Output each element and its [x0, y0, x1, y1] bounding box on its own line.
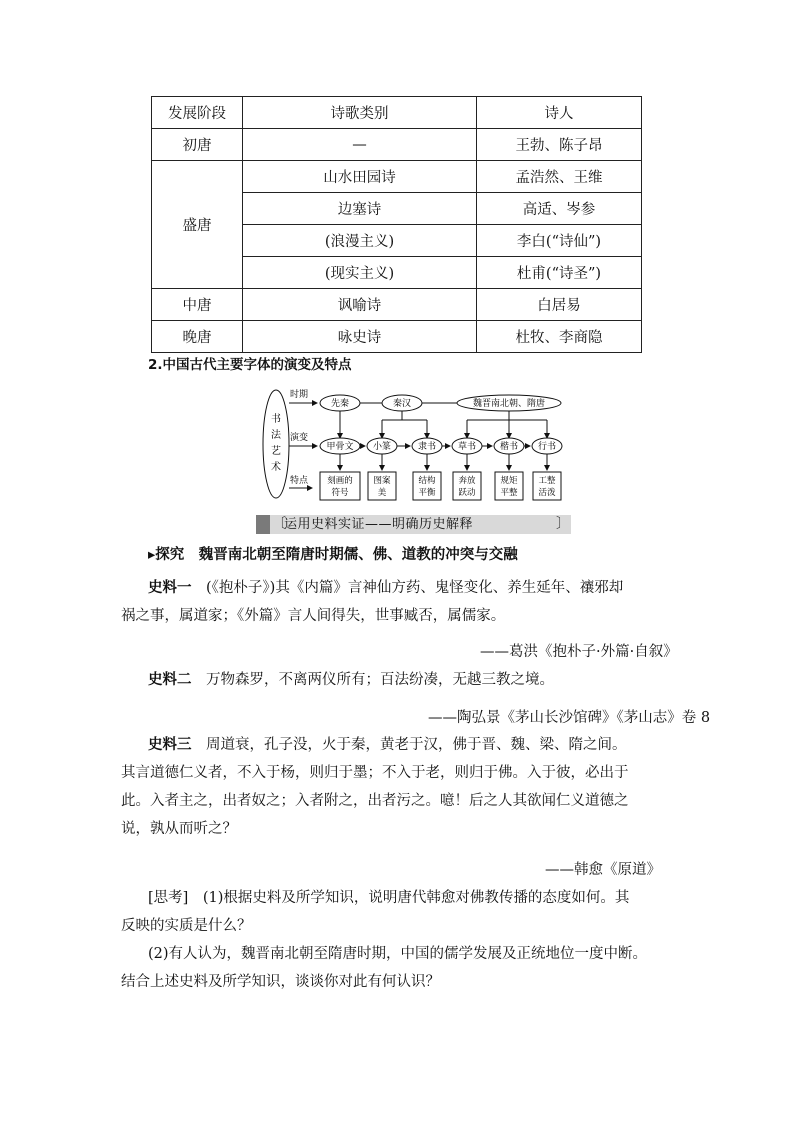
banner-mark	[256, 515, 270, 534]
banner-bracket-right: 〕	[556, 516, 570, 532]
script-label: 草书	[457, 442, 477, 452]
table-cell-genre: 咏史诗	[243, 321, 477, 353]
feature-text: 结构	[418, 476, 436, 486]
table-row	[152, 289, 642, 321]
table-row	[152, 161, 642, 193]
feature-text: 刻画的	[327, 476, 353, 486]
source-line: 说，孰从而听之？	[121, 821, 237, 837]
script-label: 楷书	[499, 442, 519, 452]
explore-label: 探究	[155, 547, 185, 563]
period-label: 先秦	[330, 399, 350, 409]
think-q2-line: (2)有人认为，魏晋南北朝至隋唐时期，中国的儒学发展及正统地位一度中断。	[148, 946, 648, 962]
table-cell-genre: 讽喻诗	[243, 289, 477, 321]
script-label: 小篆	[372, 442, 392, 452]
think-q1-line: (1)根据史料及所学知识，说明唐代韩愈对佛教传播的态度如何。其	[202, 890, 630, 906]
tang-poetry-table	[151, 96, 642, 353]
table-cell-stage: 中唐	[152, 289, 243, 321]
table-cell-poet: 王勃、陈子昂	[477, 129, 642, 161]
row-label: 时期	[290, 390, 309, 400]
feature-text: 符号	[331, 488, 349, 498]
table-cell-poet: 杜牧、李商隐	[477, 321, 642, 353]
source-label: 史料三	[148, 737, 192, 753]
table-cell-stage: 初唐	[152, 129, 243, 161]
feature-text: 工整	[538, 476, 556, 486]
think-label: [思考]	[148, 890, 189, 906]
table-cell-poet: 白居易	[477, 289, 642, 321]
source-line: 其言道德仁义者，不入于杨，则归于墨；不入于老，则归于佛。入于彼，必出于	[121, 765, 629, 781]
table-cell-genre: 边塞诗	[243, 193, 477, 225]
table-cell-genre: 山水田园诗	[243, 161, 477, 193]
feature-text: 平衡	[418, 488, 436, 498]
section-banner	[256, 515, 571, 534]
source-2	[121, 666, 693, 694]
feature-text: 活泼	[538, 488, 556, 498]
center-char: 术	[271, 462, 281, 473]
row-label: 特点	[290, 476, 309, 486]
source-line: (《抱朴子》)其《内篇》言神仙方药、鬼怪变化、养生延年、禳邪却	[191, 580, 624, 596]
source-line: 祸之事，属道家；《外篇》言人间得失，世事臧否，属儒家。	[121, 608, 506, 624]
calligraphy-evolution-diagram	[262, 384, 582, 504]
explore-heading	[148, 541, 648, 569]
source-3	[121, 731, 666, 843]
source-label: 史料二	[148, 672, 192, 688]
feature-text: 跃动	[458, 488, 476, 498]
table-header-cell: 发展阶段	[152, 97, 243, 129]
table-cell-poet: 孟浩然、王维	[477, 161, 642, 193]
source-citation: ——陶弘景《茅山长沙馆碑》《茅山志》卷 8	[428, 710, 711, 726]
script-label: 隶书	[417, 442, 437, 452]
diagram-svg	[262, 384, 582, 504]
table-header-cell: 诗歌类别	[243, 97, 477, 129]
think-q1-line: 反映的实质是什么？	[121, 918, 252, 934]
section-heading: 2.中国古代主要字体的演变及特点	[148, 357, 352, 373]
center-char: 书	[271, 414, 281, 425]
table-cell-genre: —	[243, 129, 477, 161]
banner-bracket-left: 〔	[272, 516, 286, 532]
script-label: 行书	[537, 442, 557, 452]
period-label: 秦汉	[392, 399, 412, 409]
banner-text: 运用史料实证——明确历史解释	[284, 517, 474, 532]
table-cell-genre: (浪漫主义)	[243, 225, 477, 257]
table-cell-stage: 盛唐	[152, 161, 243, 289]
center-char: 艺	[271, 446, 281, 457]
source-label: 史料一	[148, 580, 192, 596]
table-cell-poet: 李白(“诗仙”)	[477, 225, 642, 257]
center-ellipse	[263, 390, 289, 498]
feature-text: 图案	[373, 476, 391, 486]
period-label: 魏晋南北朝、隋唐	[472, 399, 546, 409]
table-row	[152, 321, 642, 353]
feature-text: 美	[377, 488, 387, 498]
source-citation: ——韩愈《原道》	[545, 862, 661, 878]
table-cell-stage: 晚唐	[152, 321, 243, 353]
feature-text: 规矩	[500, 476, 518, 486]
script-label: 甲骨文	[326, 442, 354, 452]
table-cell-genre: (现实主义)	[243, 257, 477, 289]
source-citation: ——葛洪《抱朴子·外篇·自叙》	[480, 644, 678, 660]
think-block	[121, 884, 666, 996]
source-1	[121, 574, 666, 630]
feature-text: 奔放	[458, 476, 476, 486]
table-header-row	[152, 97, 642, 129]
explore-title: 魏晋南北朝至隋唐时期儒、佛、道教的冲突与交融	[198, 547, 518, 563]
table-cell-poet: 杜甫(“诗圣”)	[477, 257, 642, 289]
explore-marker: ▸	[148, 547, 156, 563]
center-char: 法	[271, 430, 281, 441]
feature-text: 平整	[500, 488, 518, 498]
row-label: 演变	[290, 433, 309, 443]
table-cell-poet: 高适、岑参	[477, 193, 642, 225]
source-line: 万物森罗，不离两仪所有；百法纷凑，无越三教之境。	[206, 672, 554, 688]
table-header-cell: 诗人	[477, 97, 642, 129]
table-row	[152, 129, 642, 161]
think-q2-line: 结合上述史料及所学知识，谈谈你对此有何认识？	[121, 974, 440, 990]
source-line: 周道衰，孔子没，火于秦，黄老于汉，佛于晋、魏、梁、隋之间。	[206, 737, 627, 753]
source-line: 此。入者主之，出者奴之；入者附之，出者污之。噫！后之人其欲闻仁义道德之	[121, 793, 629, 809]
